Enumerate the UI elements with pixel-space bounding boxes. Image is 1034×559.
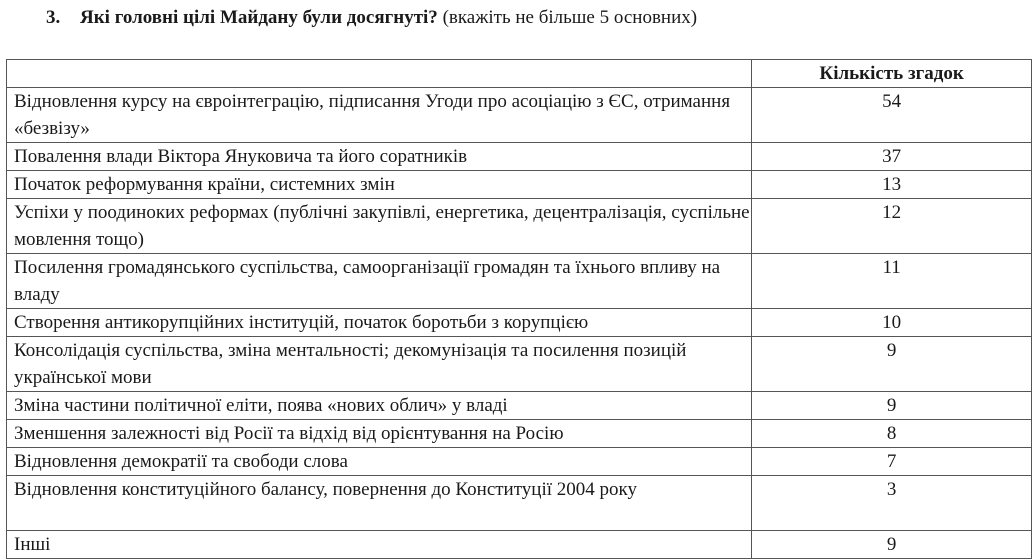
count-cell: 37: [752, 143, 1032, 171]
table-header-row: [7, 60, 1032, 88]
goal-cell: Створення антикорупційних інституцій, початок боротьби з корупцією: [7, 309, 752, 337]
count-cell: 9: [752, 337, 1032, 392]
question-number: 3.: [46, 7, 61, 28]
goal-cell: Відновлення конституційного балансу, повернення до Конституції 2004 року: [7, 476, 752, 531]
goal-cell: Відновлення демократії та свободи слова: [7, 448, 752, 476]
table-row: [7, 199, 1032, 254]
question-text: Які головні цілі Майдану були досягнуті?: [80, 7, 438, 28]
table-row: [7, 420, 1032, 448]
table-row: [7, 143, 1032, 171]
table-row: [7, 476, 1032, 531]
count-cell: 8: [752, 420, 1032, 448]
goal-cell: Інші: [7, 531, 752, 559]
goal-cell: Повалення влади Віктора Януковича та його соратників: [7, 143, 752, 171]
table-row: [7, 337, 1032, 392]
count-cell: 13: [752, 171, 1032, 199]
goal-cell: Зменшення залежності від Росії та відхід від орієнтування на Росію: [7, 420, 752, 448]
results-table: [6, 59, 1032, 559]
table-row: [7, 171, 1032, 199]
count-cell: 7: [752, 448, 1032, 476]
count-cell: 9: [752, 531, 1032, 559]
count-cell: 54: [752, 88, 1032, 143]
count-cell: 11: [752, 254, 1032, 309]
count-cell: 3: [752, 476, 1032, 531]
question-heading: [46, 7, 697, 29]
count-cell: 9: [752, 392, 1032, 420]
table-row: [7, 392, 1032, 420]
table-row: [7, 254, 1032, 309]
header-goal: [7, 60, 752, 88]
question-hint: (вкажіть не більше 5 основних): [442, 7, 698, 28]
goal-cell: Відновлення курсу на євроінтеграцію, підписання Угоди про асоціацію з ЄС, отримання «безвізу»: [7, 88, 752, 143]
goal-cell: Консолідація суспільства, зміна ментальності; декомунізація та посилення позицій української мови: [7, 337, 752, 392]
table-row: [7, 448, 1032, 476]
goal-cell: Посилення громадянського суспільства, самоорганізації громадян та їхнього впливу на владу: [7, 254, 752, 309]
table-row: [7, 88, 1032, 143]
goal-cell: Зміна частини політичної еліти, поява «нових облич» у владі: [7, 392, 752, 420]
goal-cell: Початок реформування країни, системних змін: [7, 171, 752, 199]
goal-cell: Успіхи у поодиноких реформах (публічні закупівлі, енергетика, децентралізація, суспільне мовлення тощо): [7, 199, 752, 254]
count-cell: 12: [752, 199, 1032, 254]
table-row: [7, 309, 1032, 337]
table-row: [7, 531, 1032, 559]
header-count: Кількість згадок: [752, 60, 1032, 88]
count-cell: 10: [752, 309, 1032, 337]
